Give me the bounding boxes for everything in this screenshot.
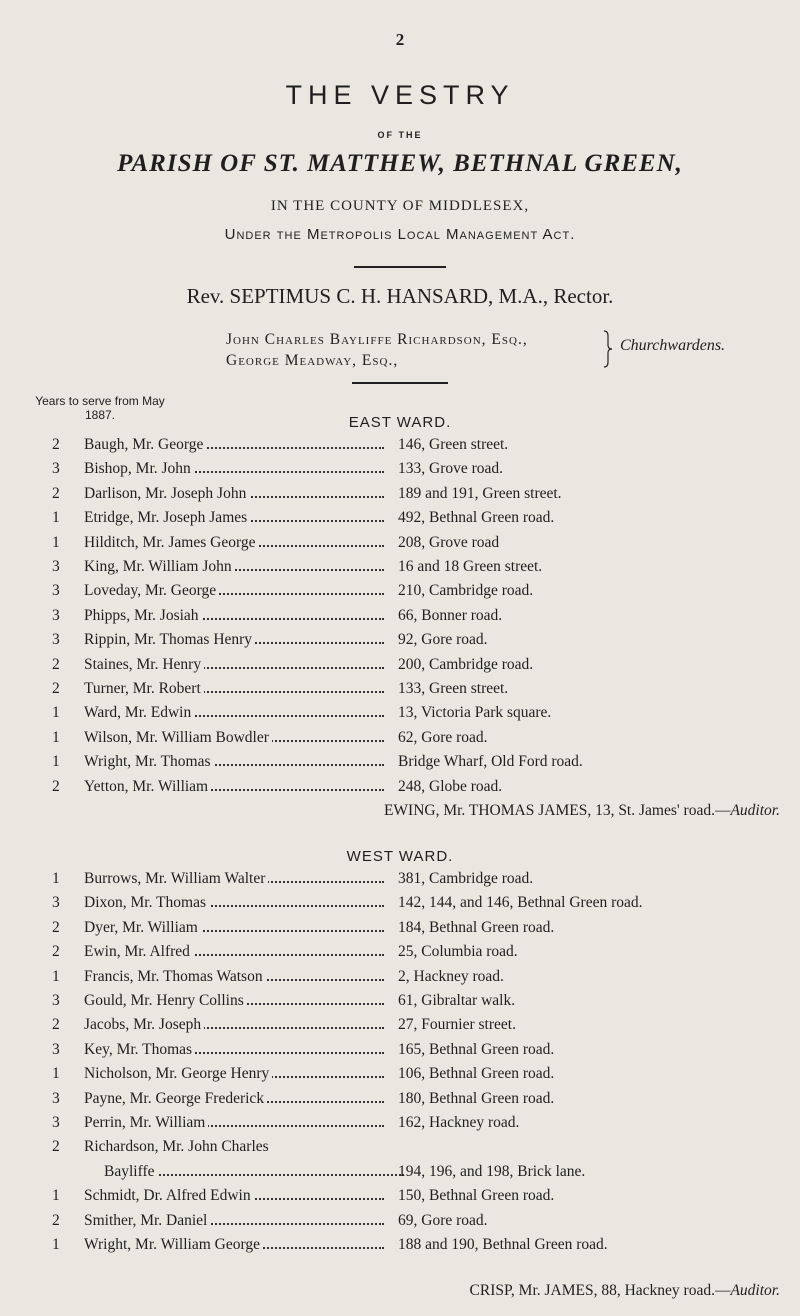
member-row [0,968,800,992]
member-row [0,631,800,655]
member-address: 150, Bethnal Green road. [398,1187,555,1205]
years-to-serve: 3 [52,606,60,624]
member-name: Etridge, Mr. Joseph James [84,509,250,526]
churchwardens-label: Churchwardens. [620,337,726,354]
member-address: 142, 144, and 146, Bethnal Green road. [398,894,643,912]
member-name-cell [84,1041,384,1059]
member-row [0,729,800,753]
member-row [0,1236,800,1260]
act-line: Under the Metropolis Local Management Act. [224,226,576,243]
member-name: Smither, Mr. Daniel [84,1212,210,1229]
member-row [0,680,800,704]
years-to-serve: 2 [52,655,60,673]
member-row [0,778,800,802]
member-name: Richardson, Mr. John Charles [84,1138,272,1155]
member-address: 133, Grove road. [398,460,504,478]
member-name: Baugh, Mr. George [84,436,206,453]
member-address: 61, Gibraltar walk. [398,992,516,1009]
member-name-cell [84,607,384,625]
member-name: Jacobs, Mr. Joseph [84,1016,204,1033]
years-to-serve: 3 [52,558,60,575]
years-to-serve: 3 [52,992,60,1009]
years-to-serve: 2 [52,436,60,453]
member-row [0,1163,800,1187]
member-row [0,1212,800,1236]
member-name-cell [84,1090,384,1108]
county-line: IN THE COUNTY OF MIDDLESEX, [270,198,530,214]
member-name-cell [84,1187,384,1205]
years-to-serve: 1 [52,870,60,887]
member-row [0,1138,800,1162]
member-address: 248, Globe road. [398,777,503,795]
member-name-cell [84,1212,384,1230]
member-address: 210, Cambridge road. [398,582,534,600]
years-to-serve: 2 [52,1211,60,1229]
member-name: Nicholson, Mr. George Henry [84,1065,272,1082]
brace-icon [603,330,613,368]
years-to-serve: 1 [52,1065,60,1083]
member-name-cell [84,1236,384,1254]
member-name-cell [84,582,384,600]
member-address: 188 and 190, Bethnal Green road. [398,1236,608,1253]
member-address: 2, Hackney road. [398,967,504,985]
years-to-serve: 2 [52,484,60,502]
member-name-cell [84,656,384,674]
years-to-serve: 1 [52,967,60,985]
member-row [0,943,800,967]
member-row [0,1090,800,1114]
page-number: 2 [395,30,405,49]
years-to-serve: 2 [52,1138,60,1156]
member-name: Key, Mr. Thomas [84,1041,195,1058]
member-row [0,509,800,533]
member-name: Burrows, Mr. William Walter [84,870,268,887]
member-name-cell [84,1065,384,1083]
member-row [0,919,800,943]
member-name: Turner, Mr. Robert [84,680,204,697]
years-to-serve: 1 [52,728,60,746]
member-name-cell [84,534,384,552]
parish-title: PARISH OF ST. MATTHEW, BETHNAL GREEN, [117,150,683,177]
member-name: Phipps, Mr. Josiah [84,607,202,624]
member-address: 66, Bonner road. [398,606,503,624]
member-name-cell [84,704,384,722]
member-row [0,460,800,484]
member-name-cell [84,943,384,961]
member-name: Loveday, Mr. George [84,582,219,599]
years-to-serve: 2 [52,918,60,936]
member-name-cell [84,1016,384,1034]
auditor-role: Auditor. [730,802,780,819]
member-name: Ward, Mr. Edwin [84,704,194,721]
member-address: 162, Hackney road. [398,1114,520,1131]
member-name: Dixon, Mr. Thomas [84,894,209,911]
years-to-serve: 1 [52,704,60,722]
member-name: Hilditch, Mr. James George [84,534,258,551]
member-name-cell [84,631,384,649]
member-name: Dyer, Mr. William [84,919,201,936]
member-name-cell [84,558,384,576]
member-name-cell [84,919,384,937]
member-row [0,1187,800,1211]
years-to-serve: 3 [52,1040,60,1058]
member-address: 27, Fournier street. [398,1016,516,1034]
member-address: 189 and 191, Green street. [398,484,562,502]
of-the-line: OF THE [377,130,423,140]
member-name: Wright, Mr. Thomas [84,753,214,770]
member-name: Francis, Mr. Thomas Watson [84,968,266,985]
member-row [0,1041,800,1065]
member-address: 165, Bethnal Green road. [398,1040,555,1058]
member-row [0,894,800,918]
member-address: 25, Columbia road. [398,943,518,961]
years-to-serve-note: Years to serve from May 1887. [35,394,165,422]
churchwarden-names [226,329,528,371]
member-address: 133, Green street. [398,680,509,697]
member-name-cell [84,509,384,527]
member-name-cell [84,729,384,747]
member-address: 16 and 18 Green street. [398,558,543,575]
member-row [0,704,800,728]
member-address: 106, Bethnal Green road. [398,1065,555,1083]
years-to-serve: 1 [52,753,60,771]
member-name: Wilson, Mr. William Bowdler [84,729,272,746]
member-name: Gould, Mr. Henry Collins [84,992,247,1009]
member-address: 180, Bethnal Green road. [398,1089,555,1107]
auditor-role: Auditor. [730,1282,780,1299]
member-address: 69, Gore road. [398,1211,488,1229]
member-row [0,607,800,631]
member-row [0,753,800,777]
member-name: Staines, Mr. Henry [84,656,204,673]
member-name-cell [84,870,384,888]
auditor-text: EWING, Mr. THOMAS JAMES, 13, St. James' road.— [383,802,731,819]
member-address: 92, Gore road. [398,631,488,649]
member-name: Payne, Mr. George Frederick [84,1090,267,1107]
heading: THE VESTRY [285,80,515,110]
member-address: 492, Bethnal Green road. [398,509,555,527]
member-address: 381, Cambridge road. [398,870,534,887]
years-to-serve: 2 [52,1016,60,1034]
years-to-serve: 1 [52,1236,60,1253]
auditor-text: CRISP, Mr. JAMES, 88, Hackney road.— [469,1282,731,1299]
years-to-serve: 2 [52,943,60,961]
years-to-serve: 1 [52,1187,60,1205]
member-row [0,485,800,509]
years-to-serve: 1 [52,509,60,527]
rector-line: Rev. SEPTIMUS C. H. HANSARD, M.A., Rector. [186,284,614,308]
member-row [0,1065,800,1089]
years-to-serve: 3 [52,1089,60,1107]
years-to-serve: 3 [52,631,60,649]
member-address: Bridge Wharf, Old Ford road. [398,753,583,771]
years-to-serve: 3 [52,1114,60,1131]
member-row [0,534,800,558]
west-ward-title: WEST WARD. [346,848,454,865]
member-address: 208, Grove road [398,533,500,551]
member-name: Ewin, Mr. Alfred [84,943,193,960]
member-name: Schmidt, Dr. Alfred Edwin [84,1187,254,1204]
years-to-serve: 2 [52,777,60,795]
member-name-cell [84,1138,384,1156]
member-row [0,1016,800,1040]
churchwarden-name: George Meadway, Esq., [226,352,399,369]
member-row [0,1114,800,1138]
member-name-cell [84,778,384,796]
member-row [0,582,800,606]
member-address: 194, 196, and 198, Brick lane. [398,1162,586,1180]
member-name-cell [84,485,384,503]
years-to-serve: 2 [52,680,60,697]
member-row [0,436,800,460]
member-name: Bishop, Mr. John [84,460,194,477]
member-name: Wright, Mr. William George [84,1236,263,1253]
member-row [0,558,800,582]
member-address: 146, Green street. [398,436,509,453]
member-row [0,656,800,680]
member-address: 200, Cambridge road. [398,655,534,673]
member-name-cell [84,460,384,478]
years-to-serve: 3 [52,460,60,478]
divider [352,382,448,384]
member-name-cell [84,753,384,771]
member-address: 13, Victoria Park square. [398,704,552,722]
west-auditor [0,1282,800,1300]
member-name: King, Mr. William John [84,558,235,575]
east-auditor [0,802,800,820]
member-name: Rippin, Mr. Thomas Henry [84,631,255,648]
years-to-serve: 3 [52,582,60,600]
member-name-cell [104,1163,404,1181]
east-ward-title: EAST WARD. [348,414,452,431]
churchwarden-name: John Charles Bayliffe Richardson, Esq., [226,331,528,348]
member-name-cell [84,894,384,912]
member-address: 62, Gore road. [398,728,488,746]
member-row [0,870,800,894]
member-row [0,992,800,1016]
years-to-serve: 1 [52,533,60,551]
member-name-cell [84,436,384,454]
years-to-serve: 3 [52,894,60,912]
member-name-cell [84,968,384,986]
member-name-cell [84,680,384,698]
member-name-cell [84,992,384,1010]
member-name: Darlison, Mr. Joseph John [84,485,249,502]
member-name-cell [84,1114,384,1132]
divider [354,266,446,268]
member-name: Bayliffe [104,1163,158,1180]
member-name: Perrin, Mr. William [84,1114,208,1131]
member-address: 184, Bethnal Green road. [398,918,555,936]
member-name: Yetton, Mr. William [84,778,211,795]
